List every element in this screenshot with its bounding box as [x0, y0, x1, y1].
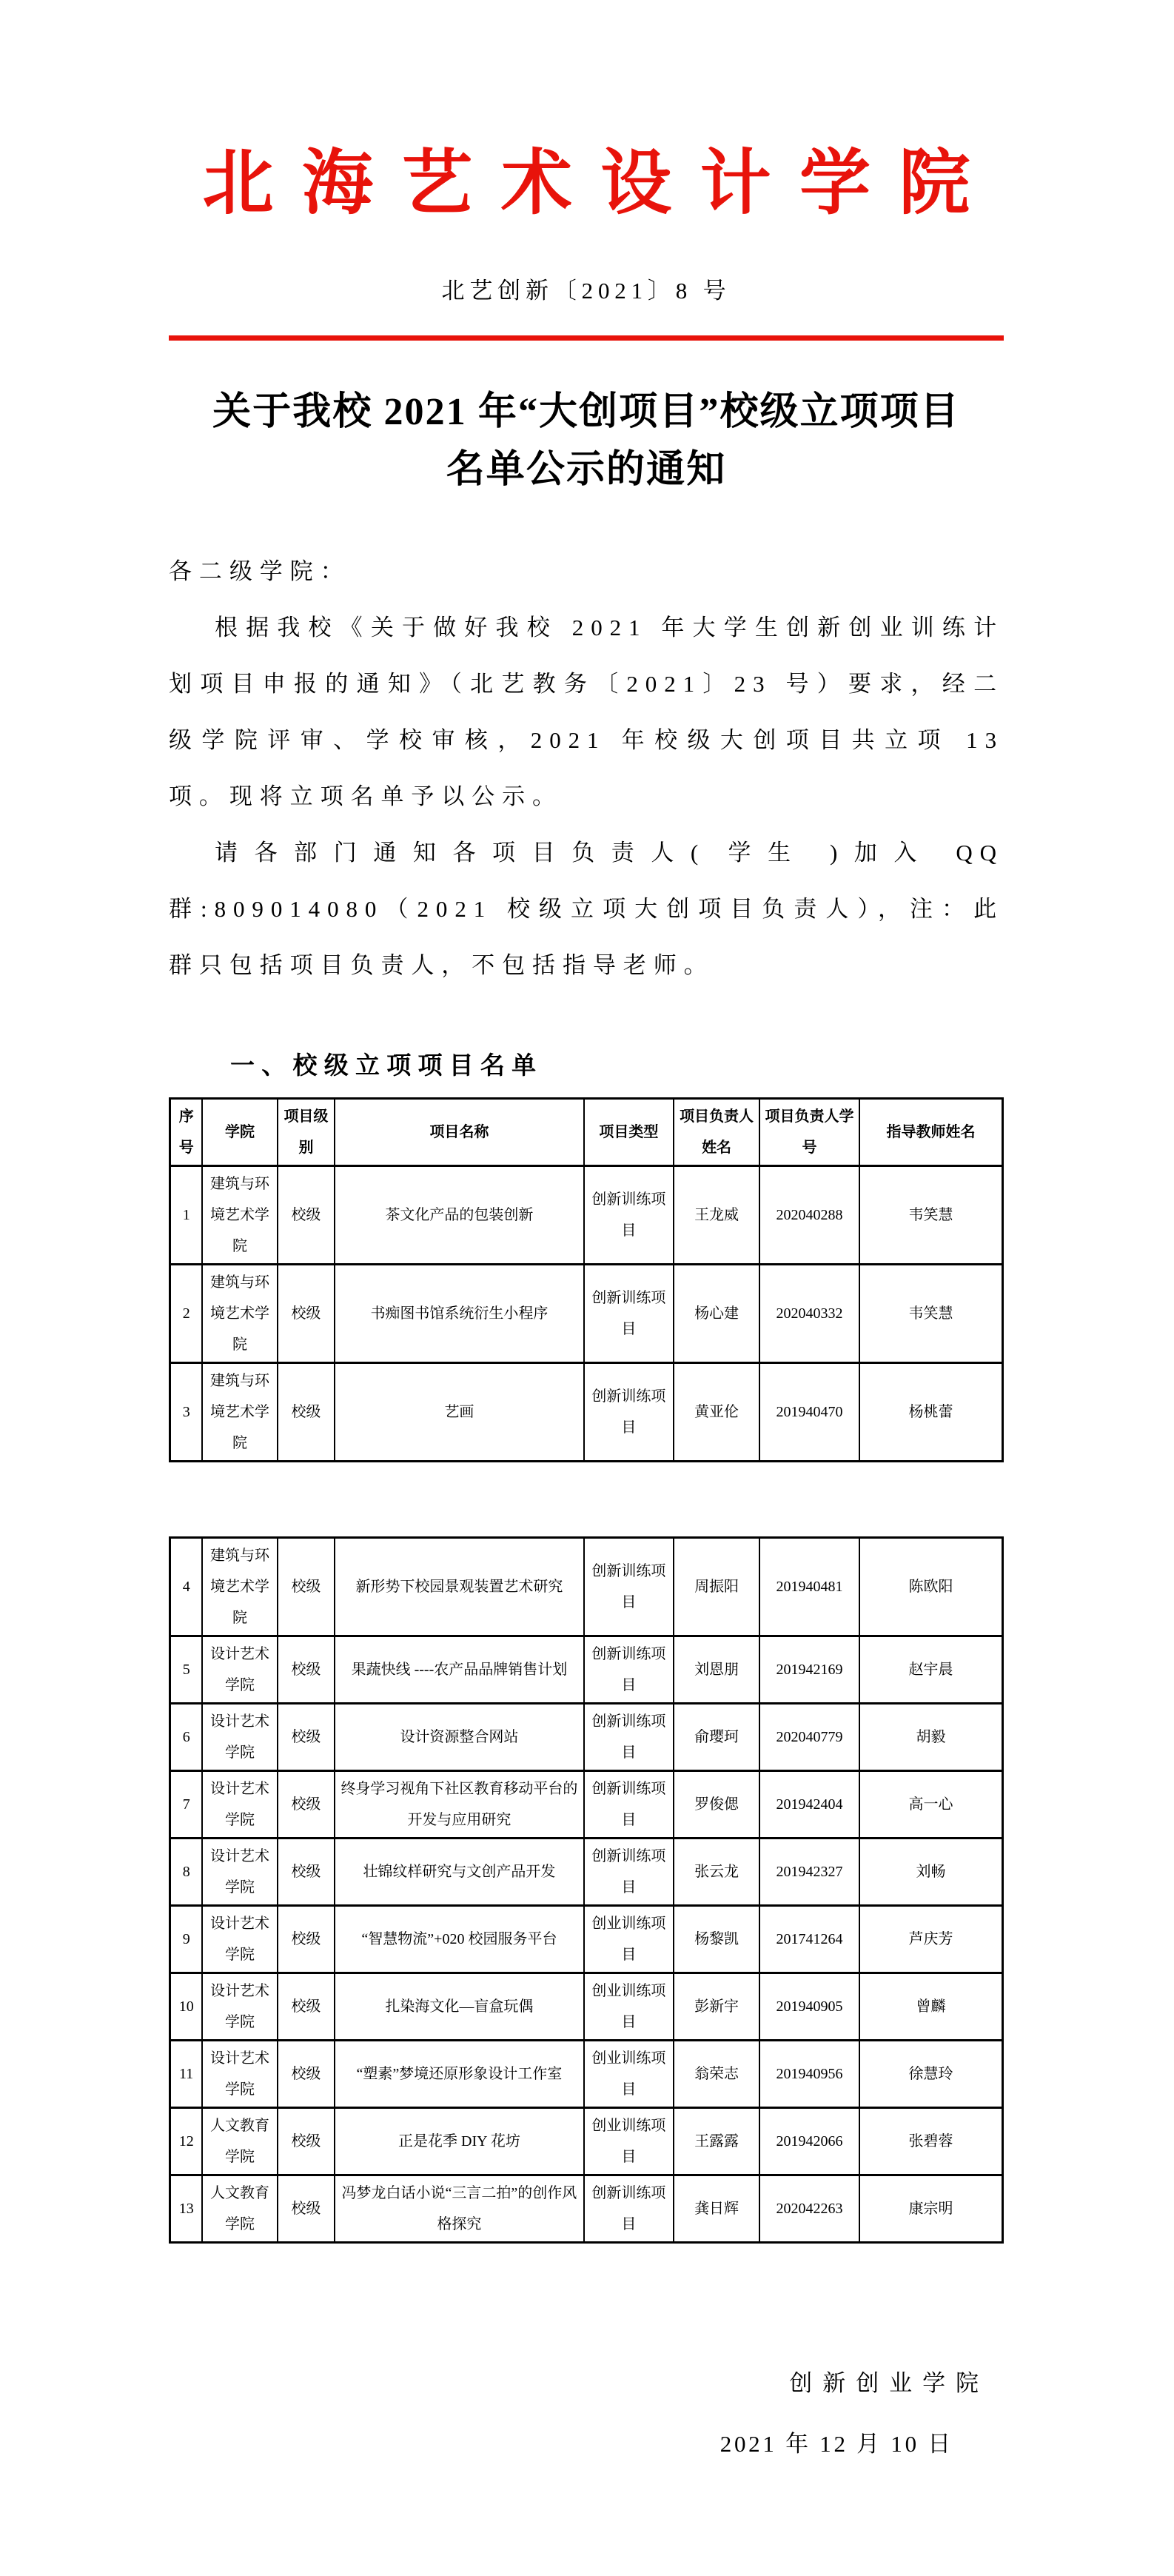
notice-title: [169, 384, 1004, 499]
cell-advisor: 杨桃蕾: [859, 1363, 1003, 1462]
cell-advisor: 张碧蓉: [859, 2108, 1003, 2175]
cell-type: 创业训练项目: [584, 2041, 674, 2108]
cell-college: 建筑与环境艺术学院: [202, 1166, 277, 1265]
table-row: [170, 1839, 1003, 1906]
cell-college: 设计艺术学院: [202, 1839, 277, 1906]
cell-student_id: 201942404: [759, 1771, 859, 1839]
cell-advisor: 韦笑慧: [859, 1265, 1003, 1363]
cell-student_id: 201940956: [759, 2041, 859, 2108]
cell-college: 建筑与环境艺术学院: [202, 1265, 277, 1363]
cell-advisor: 赵宇晨: [859, 1636, 1003, 1704]
cell-type: 创新训练项目: [584, 1265, 674, 1363]
cell-no: 12: [170, 2108, 203, 2175]
notice-title-line2: 名单公示的通知: [446, 449, 727, 492]
cell-college: 设计艺术学院: [202, 1704, 277, 1771]
cell-student_id: 202040288: [759, 1166, 859, 1265]
cell-leader: 翁荣志: [674, 2041, 759, 2108]
document-number: 北艺创新〔2021〕8 号: [441, 278, 731, 304]
cell-type: 创业训练项目: [584, 2108, 674, 2175]
column-header-advisor: 指导教师姓名: [859, 1099, 1003, 1166]
cell-college: 设计艺术学院: [202, 1771, 277, 1839]
table-header: [170, 1099, 1003, 1166]
cell-name: “智慧物流”+020 校园服务平台: [335, 1906, 583, 1973]
cell-no: 10: [170, 1973, 203, 2041]
cell-advisor: 韦笑慧: [859, 1166, 1003, 1265]
cell-level: 校级: [278, 1704, 335, 1771]
cell-type: 创新训练项目: [584, 1363, 674, 1462]
cell-no: 6: [170, 1704, 203, 1771]
cell-leader: 王龙威: [674, 1166, 759, 1265]
cell-no: 5: [170, 1636, 203, 1704]
cell-level: 校级: [278, 1973, 335, 2041]
notice-body: [169, 543, 1004, 994]
cell-type: 创新训练项目: [584, 2175, 674, 2243]
cell-level: 校级: [278, 1363, 335, 1462]
column-header-name: 项目名称: [335, 1099, 583, 1166]
cell-leader: 周振阳: [674, 1538, 759, 1636]
cell-level: 校级: [278, 1636, 335, 1704]
cell-advisor: 康宗明: [859, 2175, 1003, 2243]
cell-level: 校级: [278, 2108, 335, 2175]
cell-level: 校级: [278, 1538, 335, 1636]
cell-advisor: 曾麟: [859, 1973, 1003, 2041]
cell-advisor: 胡毅: [859, 1704, 1003, 1771]
cell-college: 人文教育学院: [202, 2108, 277, 2175]
cell-leader: 龚日辉: [674, 2175, 759, 2243]
cell-name: 艺画: [335, 1363, 583, 1462]
cell-student_id: 201940470: [759, 1363, 859, 1462]
table-row: [170, 1636, 1003, 1704]
cell-type: 创新训练项目: [584, 1704, 674, 1771]
cell-student_id: 201942169: [759, 1636, 859, 1704]
cell-student_id: 201942327: [759, 1839, 859, 1906]
project-table-part1: [169, 1097, 1004, 1462]
cell-advisor: 陈欧阳: [859, 1538, 1003, 1636]
cell-level: 校级: [278, 1839, 335, 1906]
column-header-type: 项目类型: [584, 1099, 674, 1166]
body-paragraph-1: 根据我校《关于做好我校 2021 年大学生创新创业训练计划项目申报的通知》（北艺教务〔2021〕23 号）要求，经二级学院评审、学校审核，2021 年校级大创项目共立项 13 项。现将立项名单予以公示。: [169, 615, 1004, 810]
signature-date: 2021 年 12 月 10 日: [720, 2431, 953, 2458]
cell-level: 校级: [278, 1771, 335, 1839]
table-row: [170, 1265, 1003, 1363]
cell-student_id: 202042263: [759, 2175, 859, 2243]
cell-no: 9: [170, 1906, 203, 1973]
cell-type: 创新训练项目: [584, 1636, 674, 1704]
cell-college: 设计艺术学院: [202, 1973, 277, 2041]
cell-no: 8: [170, 1839, 203, 1906]
cell-student_id: 201741264: [759, 1906, 859, 1973]
table-row: [170, 1771, 1003, 1839]
cell-name: 设计资源整合网站: [335, 1704, 583, 1771]
table-row: [170, 1906, 1003, 1973]
cell-no: 11: [170, 2041, 203, 2108]
table-row: [170, 1973, 1003, 2041]
cell-no: 7: [170, 1771, 203, 1839]
cell-name: 冯梦龙白话小说“三言二拍”的创作风格探究: [335, 2175, 583, 2243]
cell-name: “塑素”梦境还原形象设计工作室: [335, 2041, 583, 2108]
table-row: [170, 1704, 1003, 1771]
cell-leader: 杨心建: [674, 1265, 759, 1363]
cell-type: 创新训练项目: [584, 1166, 674, 1265]
table-row: [170, 2041, 1003, 2108]
cell-leader: 罗俊偲: [674, 1771, 759, 1839]
cell-college: 设计艺术学院: [202, 2041, 277, 2108]
signature-block: [169, 2353, 1004, 2475]
cell-leader: 黄亚伦: [674, 1363, 759, 1462]
table-row: [170, 2175, 1003, 2243]
cell-student_id: 201940481: [759, 1538, 859, 1636]
cell-leader: 张云龙: [674, 1839, 759, 1906]
project-table-part2: [169, 1536, 1004, 2244]
cell-type: 创新训练项目: [584, 1839, 674, 1906]
cell-college: 设计艺术学院: [202, 1636, 277, 1704]
cell-advisor: 徐慧玲: [859, 2041, 1003, 2108]
cell-name: 终身学习视角下社区教育移动平台的开发与应用研究: [335, 1771, 583, 1839]
notice-title-line1: 关于我校 2021 年“大创项目”校级立项项目: [212, 391, 960, 434]
cell-leader: 彭新宇: [674, 1973, 759, 2041]
cell-name: 壮锦纹样研究与文创产品开发: [335, 1839, 583, 1906]
section-heading: 一、校级立项项目名单: [230, 1053, 543, 1080]
cell-student_id: 202040779: [759, 1704, 859, 1771]
cell-leader: 王露露: [674, 2108, 759, 2175]
project-table-part2-wrapper: [169, 1536, 1004, 2244]
cell-student_id: 201940905: [759, 1973, 859, 2041]
cell-name: 新形势下校园景观装置艺术研究: [335, 1538, 583, 1636]
cell-no: 13: [170, 2175, 203, 2243]
cell-type: 创新训练项目: [584, 1771, 674, 1839]
table-row: [170, 1166, 1003, 1265]
signature-org: 创新创业学院: [789, 2370, 989, 2397]
cell-college: 设计艺术学院: [202, 1906, 277, 1973]
cell-no: 3: [170, 1363, 203, 1462]
cell-level: 校级: [278, 1906, 335, 1973]
cell-name: 正是花季 DIY 花坊: [335, 2108, 583, 2175]
body-paragraph-2: 请各部门通知各项目负责人( 学生 )加入 QQ 群:809014080（2021 校级立项大创项目负责人），注：此群只包括项目负责人，不包括指导老师。: [169, 840, 1004, 979]
column-header-level: 项目级别: [278, 1099, 335, 1166]
cell-type: 创业训练项目: [584, 1973, 674, 2041]
cell-level: 校级: [278, 1265, 335, 1363]
table-header-row: [170, 1099, 1003, 1166]
cell-level: 校级: [278, 2175, 335, 2243]
cell-college: 人文教育学院: [202, 2175, 277, 2243]
cell-advisor: 芦庆芳: [859, 1906, 1003, 1973]
cell-no: 4: [170, 1538, 203, 1636]
table-row: [170, 1363, 1003, 1462]
cell-type: 创新训练项目: [584, 1538, 674, 1636]
cell-no: 2: [170, 1265, 203, 1363]
cell-college: 建筑与环境艺术学院: [202, 1363, 277, 1462]
cell-name: 茶文化产品的包装创新: [335, 1166, 583, 1265]
column-header-student_id: 项目负责人学号: [759, 1099, 859, 1166]
salutation: 各二级学院：: [169, 558, 351, 585]
column-header-no: 序号: [170, 1099, 203, 1166]
cell-type: 创业训练项目: [584, 1906, 674, 1973]
cell-student_id: 202040332: [759, 1265, 859, 1363]
column-header-leader: 项目负责人姓名: [674, 1099, 759, 1166]
project-table-part1-wrapper: [169, 1097, 1004, 1462]
cell-leader: 俞璎珂: [674, 1704, 759, 1771]
cell-leader: 杨黎凯: [674, 1906, 759, 1973]
cell-college: 建筑与环境艺术学院: [202, 1538, 277, 1636]
table-row: [170, 2108, 1003, 2175]
letterhead-divider-line: [169, 335, 1004, 341]
cell-name: 书痴图书馆系统衍生小程序: [335, 1265, 583, 1363]
cell-level: 校级: [278, 1166, 335, 1265]
column-header-college: 学院: [202, 1099, 277, 1166]
cell-no: 1: [170, 1166, 203, 1265]
letterhead-org-title: 北海艺术设计学院: [202, 144, 999, 223]
cell-name: 扎染海文化—盲盒玩偶: [335, 1973, 583, 2041]
cell-level: 校级: [278, 2041, 335, 2108]
cell-advisor: 高一心: [859, 1771, 1003, 1839]
cell-leader: 刘恩朋: [674, 1636, 759, 1704]
cell-advisor: 刘畅: [859, 1839, 1003, 1906]
cell-student_id: 201942066: [759, 2108, 859, 2175]
cell-name: 果蔬快线 ----农产品品牌销售计划: [335, 1636, 583, 1704]
table-row: [170, 1538, 1003, 1636]
